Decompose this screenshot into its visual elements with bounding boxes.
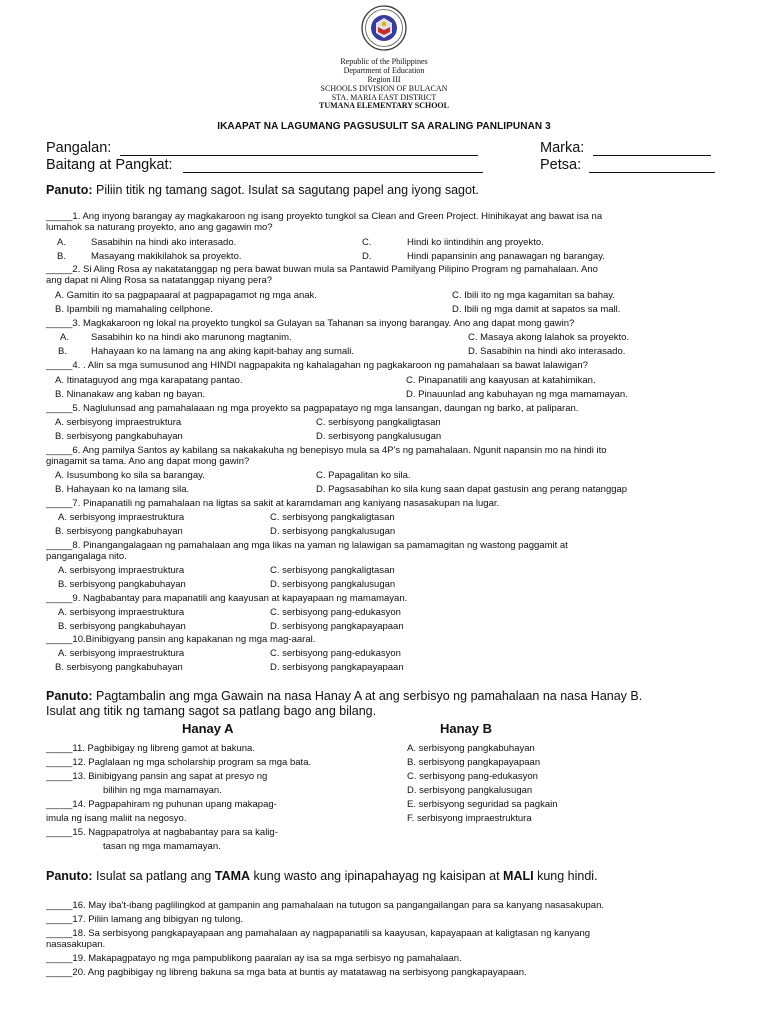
q4-option-b[interactable]: B. Ninanakaw ang kaban ng bayan. bbox=[55, 389, 205, 400]
directions-text: Pagtambalin ang mga Gawain na nasa Hanay A at ang serbisyo ng pamahalaan na nasa Hanay B. bbox=[96, 689, 643, 703]
q9-option-a[interactable]: A. serbisyong impraestruktura bbox=[58, 607, 185, 618]
q9-option-c[interactable]: C. serbisyong pang-edukasyon bbox=[270, 607, 401, 618]
match-item-15-cont: tasan ng mga mamamayan. bbox=[103, 841, 221, 852]
choice-f: F. serbisyong impraestruktura bbox=[407, 813, 532, 824]
marka-label: Marka: bbox=[540, 140, 585, 156]
q8-option-d[interactable]: D. serbisyong pangkalusugan bbox=[270, 579, 396, 590]
q10-option-c[interactable]: C. serbisyong pang-edukasyon bbox=[270, 648, 401, 659]
header-line-division: SCHOOLS DIVISION OF BULACAN bbox=[320, 84, 448, 93]
petsa-field[interactable] bbox=[589, 172, 715, 173]
q10-option-b[interactable]: B. serbisyong pangkabuhayan bbox=[55, 662, 183, 673]
marka-field[interactable] bbox=[593, 155, 711, 156]
q8-option-a[interactable]: A. serbisyong impraestruktura bbox=[58, 565, 185, 576]
directions-label: Panuto: bbox=[46, 689, 93, 703]
q3-label-b: B. bbox=[58, 346, 67, 357]
q3-option-c[interactable]: C. Masaya akong lalahok sa proyekto. bbox=[468, 332, 630, 343]
q1-label-b: B. bbox=[57, 251, 66, 262]
hanay-a-heading: Hanay A bbox=[182, 721, 234, 736]
match-item-14-cont: imula ng isang maliit na negosyo. bbox=[46, 813, 187, 824]
directions-text: kung hindi. bbox=[537, 869, 598, 883]
q3-label-a: A. bbox=[60, 332, 69, 343]
directions-label: Panuto: bbox=[46, 869, 93, 883]
part2-directions bbox=[46, 689, 642, 704]
part1-directions bbox=[46, 183, 479, 198]
q5-stem: _____5. Naglulunsad ang pamahalaaan ng mga proyekto sa pagpapatayo ng mga lansangan, daungan ng barko, at paliparan. bbox=[46, 403, 579, 414]
header-line-district: STA. MARIA EAST DISTRICT bbox=[331, 93, 437, 102]
q5-option-b[interactable]: B. serbisyong pangkabuhayan bbox=[55, 431, 183, 442]
match-item-12: _____12. Paglalaan ng mga scholarship program sa mga bata. bbox=[46, 757, 312, 768]
q4-option-c[interactable]: C. Pinapanatili ang kaayusan at katahimikan. bbox=[406, 375, 596, 386]
directions-label: Panuto: bbox=[46, 183, 93, 197]
q8-option-b[interactable]: B. serbisyong pangkabuhayan bbox=[58, 579, 186, 590]
pangalan-label: Pangalan: bbox=[46, 140, 112, 156]
directions-text: Isulat sa patlang ang bbox=[96, 869, 212, 883]
tf-item-16: _____16. May iba't-ibang paglilingkod at gampanin ang pamahalaan na tutugon sa pangangailangan para sa kanyang nasasakupan. bbox=[46, 900, 604, 911]
directions-text: Piliin titik ng tamang sagot. Isulat sa sagutang papel ang iyong sagot. bbox=[96, 183, 479, 197]
q4-option-a[interactable]: A. Itinataguyod ang mga karapatang pantao. bbox=[55, 375, 243, 386]
q3-stem: _____3. Magkakaroon ng lokal na proyekto tungkol sa Gulayan sa Tahanan sa inyong barangay. Ano ang dapat mong gawin? bbox=[46, 318, 575, 329]
q8-stem-cont: pangangalaga nito. bbox=[46, 551, 127, 562]
choice-c: C. serbisyong pang-edukasyon bbox=[407, 771, 538, 782]
q10-stem: _____10.Binibigyang pansin ang kapakanan ng mga mag-aaral. bbox=[46, 634, 316, 645]
choice-d: D. serbisyong pangkalusugan bbox=[407, 785, 533, 796]
q1-option-d[interactable]: Hindi papansinin ang panawagan ng barangay. bbox=[407, 251, 605, 262]
match-item-11: _____11. Pagbibigay ng libreng gamot at bakuna. bbox=[46, 743, 255, 754]
q2-stem: _____2. Si Aling Rosa ay nakatatanggap ng pera bawat buwan mula sa Pantawid Pamilyang Pilipino Program ng pamahalaan. Ano bbox=[46, 264, 598, 275]
match-item-14: _____14. Pagpapahiram ng puhunan upang makapag- bbox=[46, 799, 277, 810]
q8-option-c[interactable]: C. serbisyong pangkaligtasan bbox=[270, 565, 395, 576]
q2-option-d[interactable]: D. Ibili ng mga damit at sapatos sa mall. bbox=[452, 304, 621, 315]
q9-option-d[interactable]: D. serbisyong pangkapayapaan bbox=[270, 621, 404, 632]
q6-option-a[interactable]: A. Isusumbong ko sila sa barangay. bbox=[55, 470, 205, 481]
q4-stem: _____4. . Alin sa mga sumusunod ang HINDI nagpapakita ng kahalagahan ng pagkakaroon ng pamahalaan sa bawat lalawigan? bbox=[46, 360, 588, 371]
directions-text: kung wasto ang ipinapahayag ng kaisipan at bbox=[253, 869, 500, 883]
q5-option-d[interactable]: D. serbisyong pangkalusugan bbox=[316, 431, 442, 442]
hanay-b-heading: Hanay B bbox=[440, 721, 493, 736]
tama-keyword: TAMA bbox=[214, 869, 251, 883]
q6-stem-cont: ginagamit sa tama. Ano ang dapat mong gawin? bbox=[46, 456, 250, 467]
q4-option-d[interactable]: D. Pinauunlad ang kabuhayan ng mga mamamayan. bbox=[406, 389, 628, 400]
q3-option-b[interactable]: Hahayaan ko na lamang na ang aking kapit-bahay ang sumali. bbox=[91, 346, 355, 357]
q3-option-d[interactable]: D. Sasabihin na hindi ako interasado. bbox=[468, 346, 626, 357]
tf-item-20: _____20. Ang pagbibigay ng libreng bakuna sa mga bata at buntis ay matatawag na serbisyong pangkapayapaan. bbox=[46, 967, 527, 978]
q2-option-b[interactable]: B. Ipambili ng mamahaling cellphone. bbox=[55, 304, 213, 315]
q1-option-c[interactable]: Hindi ko iintindihin ang proyekto. bbox=[407, 237, 544, 248]
q9-option-b[interactable]: B. serbisyong pangkabuhayan bbox=[58, 621, 186, 632]
q6-option-b[interactable]: B. Hahayaan ko na lamang sila. bbox=[55, 484, 190, 495]
q5-option-c[interactable]: C. serbisyong pangkaligtasan bbox=[316, 417, 441, 428]
header-school-name: TUMANA ELEMENTARY SCHOOL bbox=[319, 101, 449, 110]
q2-option-c[interactable]: C. Ibili ito ng mga kagamitan sa bahay. bbox=[452, 290, 615, 301]
q3-option-a[interactable]: Sasabihin ko na hindi ako marunong magtanim. bbox=[91, 332, 292, 343]
part3-directions bbox=[46, 869, 598, 884]
q1-label-a: A. bbox=[57, 237, 66, 248]
q2-stem-cont: ang dapat ni Aling Rosa sa natatanggap niyang pera? bbox=[46, 275, 273, 286]
header-line-deped: Department of Education bbox=[343, 66, 425, 75]
choice-e: E. serbisyong seguridad sa pagkain bbox=[407, 799, 558, 810]
q1-option-b[interactable]: Masayang makikilahok sa proyekto. bbox=[91, 251, 242, 262]
q9-stem: _____9. Nagbabantay para mapanatili ang kaayusan at kapayapaan ng mamamayan. bbox=[46, 593, 408, 604]
q1-option-a[interactable]: Sasabihin na hindi ako interasado. bbox=[91, 237, 237, 248]
q7-option-c[interactable]: C. serbisyong pangkaligtasan bbox=[270, 512, 395, 523]
q7-option-d[interactable]: D. serbisyong pangkalusugan bbox=[270, 526, 396, 537]
header-line-republic: Republic of the Philippines bbox=[340, 57, 428, 66]
part2-directions-cont: Isulat ang titik ng tamang sagot sa patlang bago ang bilang. bbox=[46, 704, 377, 718]
match-item-13: _____13. Binibigyang pansin ang sapat at presyo ng bbox=[46, 771, 268, 782]
q1-stem: _____1. Ang inyong barangay ay magkakaroon ng isang proyekto tungkol sa Clean and Green Project. Hinihikayat ang bawat isa na bbox=[46, 211, 603, 222]
q1-label-c: C. bbox=[362, 237, 372, 248]
q10-option-d[interactable]: D. serbisyong pangkapayapaan bbox=[270, 662, 404, 673]
deped-seal-icon bbox=[361, 5, 407, 51]
q8-stem: _____8. Pinangangalagaan ng pamahalaan ang mga likas na yaman ng lalawigan sa pamamagitan ng wastong paggamit at bbox=[46, 540, 568, 551]
pangalan-field[interactable] bbox=[120, 155, 478, 156]
q7-option-b[interactable]: B. serbisyong pangkabuhayan bbox=[55, 526, 183, 537]
tf-item-17: _____17. Piliin lamang ang bibigyan ng tulong. bbox=[46, 914, 244, 925]
exam-title: IKAAPAT NA LAGUMANG PAGSUSULIT SA ARALING PANLIPUNAN 3 bbox=[217, 121, 551, 132]
tf-item-19: _____19. Makapagpatayo ng mga pampublikong paaralan ay isa sa mga serbisyo ng pamahalaan. bbox=[46, 953, 462, 964]
choice-a: A. serbisyong pangkabuhayan bbox=[407, 743, 535, 754]
baitang-label: Baitang at Pangkat: bbox=[46, 157, 173, 173]
q6-option-d[interactable]: D. Pagsasabihan ko sila kung saan dapat gastusin ang perang natanggap bbox=[316, 484, 628, 495]
match-item-13-cont: bilihin ng mga mamamayan. bbox=[103, 785, 222, 796]
petsa-label: Petsa: bbox=[540, 157, 582, 173]
baitang-field[interactable] bbox=[183, 172, 483, 173]
tf-item-18-cont: nasasakupan. bbox=[46, 939, 106, 950]
q10-option-a[interactable]: A. serbisyong impraestruktura bbox=[58, 648, 185, 659]
q5-option-a[interactable]: A. serbisyong impraestruktura bbox=[55, 417, 182, 428]
q6-stem: _____6. Ang pamilya Santos ay kabilang sa nakakakuha ng benepisyo mula sa 4P's ng pamahalaan. Ngunit napansin mo na hindi ito bbox=[46, 445, 607, 456]
match-item-15: _____15. Nagpapatrolya at nagbabantay para sa kalig- bbox=[46, 827, 278, 838]
choice-b: B. serbisyong pangkapayapaan bbox=[407, 757, 541, 768]
q6-option-c[interactable]: C. Papagalitan ko sila. bbox=[316, 470, 411, 481]
q1-stem-cont: lumahok sa naturang proyekto, ano ang gagawin mo? bbox=[46, 222, 273, 233]
mali-keyword: MALI bbox=[503, 869, 534, 883]
header-line-region: Region III bbox=[367, 75, 401, 84]
q7-option-a[interactable]: A. serbisyong impraestruktura bbox=[58, 512, 185, 523]
q2-option-a[interactable]: A. Gamitin ito sa pagpapaaral at pagpapagamot ng mga anak. bbox=[55, 290, 317, 301]
q7-stem: _____7. Pinapanatili ng pamahalaan na ligtas sa sakit at karamdaman ang kaniyang nasasakupan na lugar. bbox=[46, 498, 500, 509]
tf-item-18: _____18. Sa serbisyong pangkapayapaan ang pamahalaan ay nagpapanatili sa kaayusan, kapayapaan at kaligtasan ng kanyang bbox=[46, 928, 591, 939]
q1-label-d: D. bbox=[362, 251, 372, 262]
